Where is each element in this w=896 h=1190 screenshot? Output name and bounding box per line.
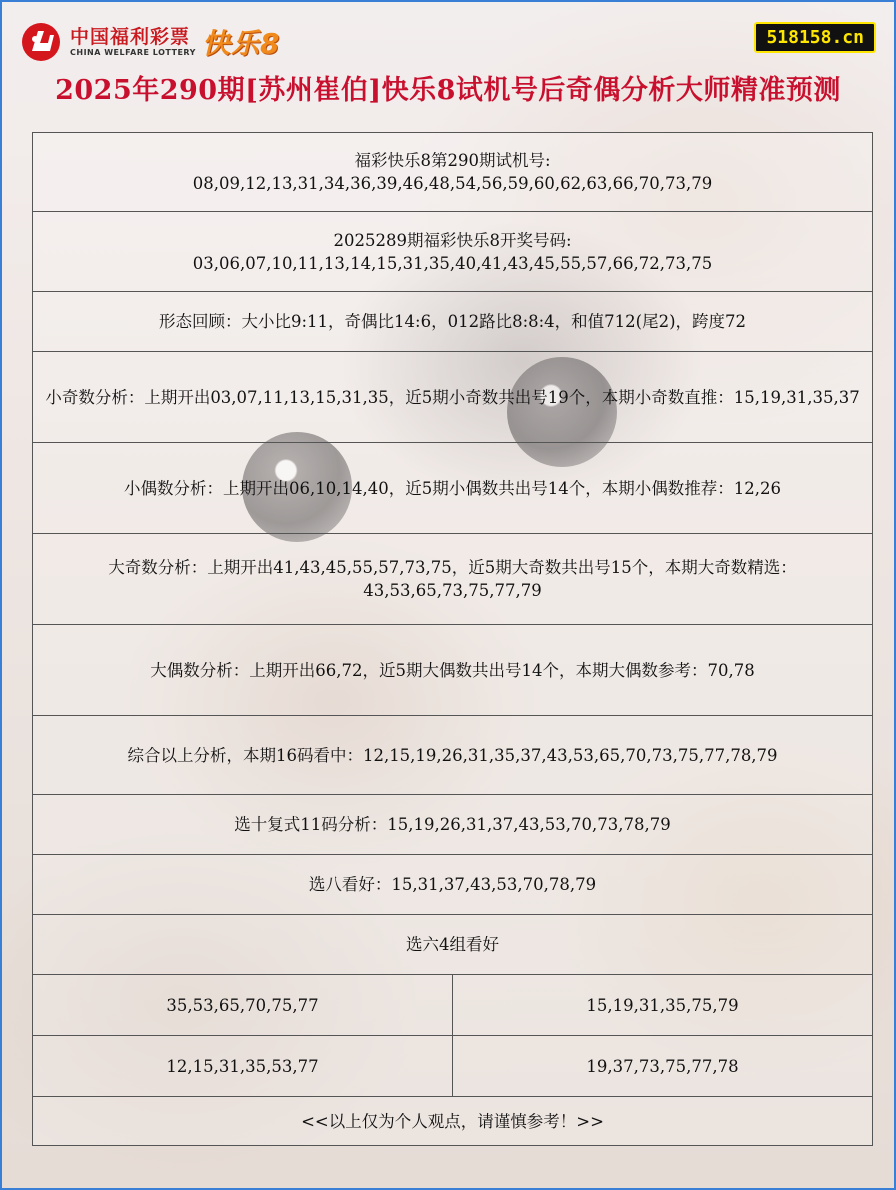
footer-row bbox=[33, 1097, 873, 1146]
pick10-analysis: 选十复式11码分析：15,19,26,31,37,43,53,70,73,78,79 bbox=[33, 795, 873, 855]
site-badge[interactable]: 518158.cn bbox=[754, 22, 876, 53]
pick6-row bbox=[33, 1036, 873, 1097]
small-odd-row bbox=[33, 352, 873, 443]
big-even-analysis: 大偶数分析：上期开出66,72，近5期大偶数共出号14个，本期大偶数参考：70,78 bbox=[33, 625, 873, 716]
lottery-logo-icon bbox=[20, 21, 62, 63]
big-odd-row bbox=[33, 534, 873, 625]
small-even-row bbox=[33, 443, 873, 534]
draw-numbers-cell bbox=[33, 212, 873, 292]
combined-row bbox=[33, 716, 873, 795]
test-numbers-values: 08,09,12,13,31,34,36,39,46,48,54,56,59,60,62,63,66,70,73,79 bbox=[192, 174, 713, 193]
draw-numbers-values: 03,06,07,10,11,13,14,15,31,35,40,41,43,45,55,57,66,72,73,75 bbox=[192, 253, 713, 273]
logo-chinese-name: 中国福利彩票 bbox=[70, 26, 191, 48]
test-numbers-cell bbox=[33, 133, 873, 212]
footer-note: <<以上仅为个人观点，请谨慎参考！>> bbox=[33, 1097, 873, 1146]
test-numbers-label: 福彩快乐8第290期试机号: bbox=[354, 151, 551, 170]
draw-numbers-label: 2025289期福彩快乐8开奖号码: bbox=[333, 230, 572, 250]
big-even-row bbox=[33, 625, 873, 716]
draw-numbers-row bbox=[33, 212, 873, 292]
pick8-row bbox=[33, 855, 873, 915]
page-title: 2025年290期[苏州崔伯]快乐8试机号后奇偶分析大师精准预测 bbox=[55, 75, 841, 106]
small-even-analysis: 小偶数分析：上期开出06,10,14,40，近5期小偶数共出号14个，本期小偶数推荐：12,26 bbox=[33, 443, 873, 534]
pick6-group: 15,19,31,35,75,79 bbox=[453, 975, 873, 1036]
pick6-row bbox=[33, 975, 873, 1036]
logo-english-name: CHINA WELFARE LOTTERY bbox=[70, 48, 196, 57]
logo-brand: 快乐8 bbox=[201, 27, 281, 60]
pick8-analysis: 选八看好：15,31,37,43,53,70,78,79 bbox=[33, 855, 873, 915]
pick6-header: 选六4组看好 bbox=[33, 915, 873, 975]
prediction-table bbox=[32, 132, 873, 1146]
pick6-group: 35,53,65,70,75,77 bbox=[33, 975, 453, 1036]
shape-review-row bbox=[33, 292, 873, 352]
big-odd-analysis: 大奇数分析：上期开出41,43,45,55,57,73,75，近5期大奇数共出号15个，本期大奇数精选：43,53,65,73,75,77,79 bbox=[33, 534, 873, 625]
pick10-row bbox=[33, 795, 873, 855]
pick6-group: 12,15,31,35,53,77 bbox=[33, 1036, 453, 1097]
combined-analysis: 综合以上分析，本期16码看中：12,15,19,26,31,35,37,43,53,65,70,73,75,77,78,79 bbox=[33, 716, 873, 795]
lottery-logo bbox=[20, 20, 280, 64]
pick6-group: 19,37,73,75,77,78 bbox=[453, 1036, 873, 1097]
test-numbers-row bbox=[33, 133, 873, 212]
pick6-header-row bbox=[33, 915, 873, 975]
shape-review-cell: 形态回顾：大小比9:11，奇偶比14:6，012路比8:8:4，和值712(尾2)，跨度72 bbox=[33, 292, 873, 352]
small-odd-analysis: 小奇数分析：上期开出03,07,11,13,15,31,35，近5期小奇数共出号19个，本期小奇数直推：15,19,31,35,37 bbox=[33, 352, 873, 443]
